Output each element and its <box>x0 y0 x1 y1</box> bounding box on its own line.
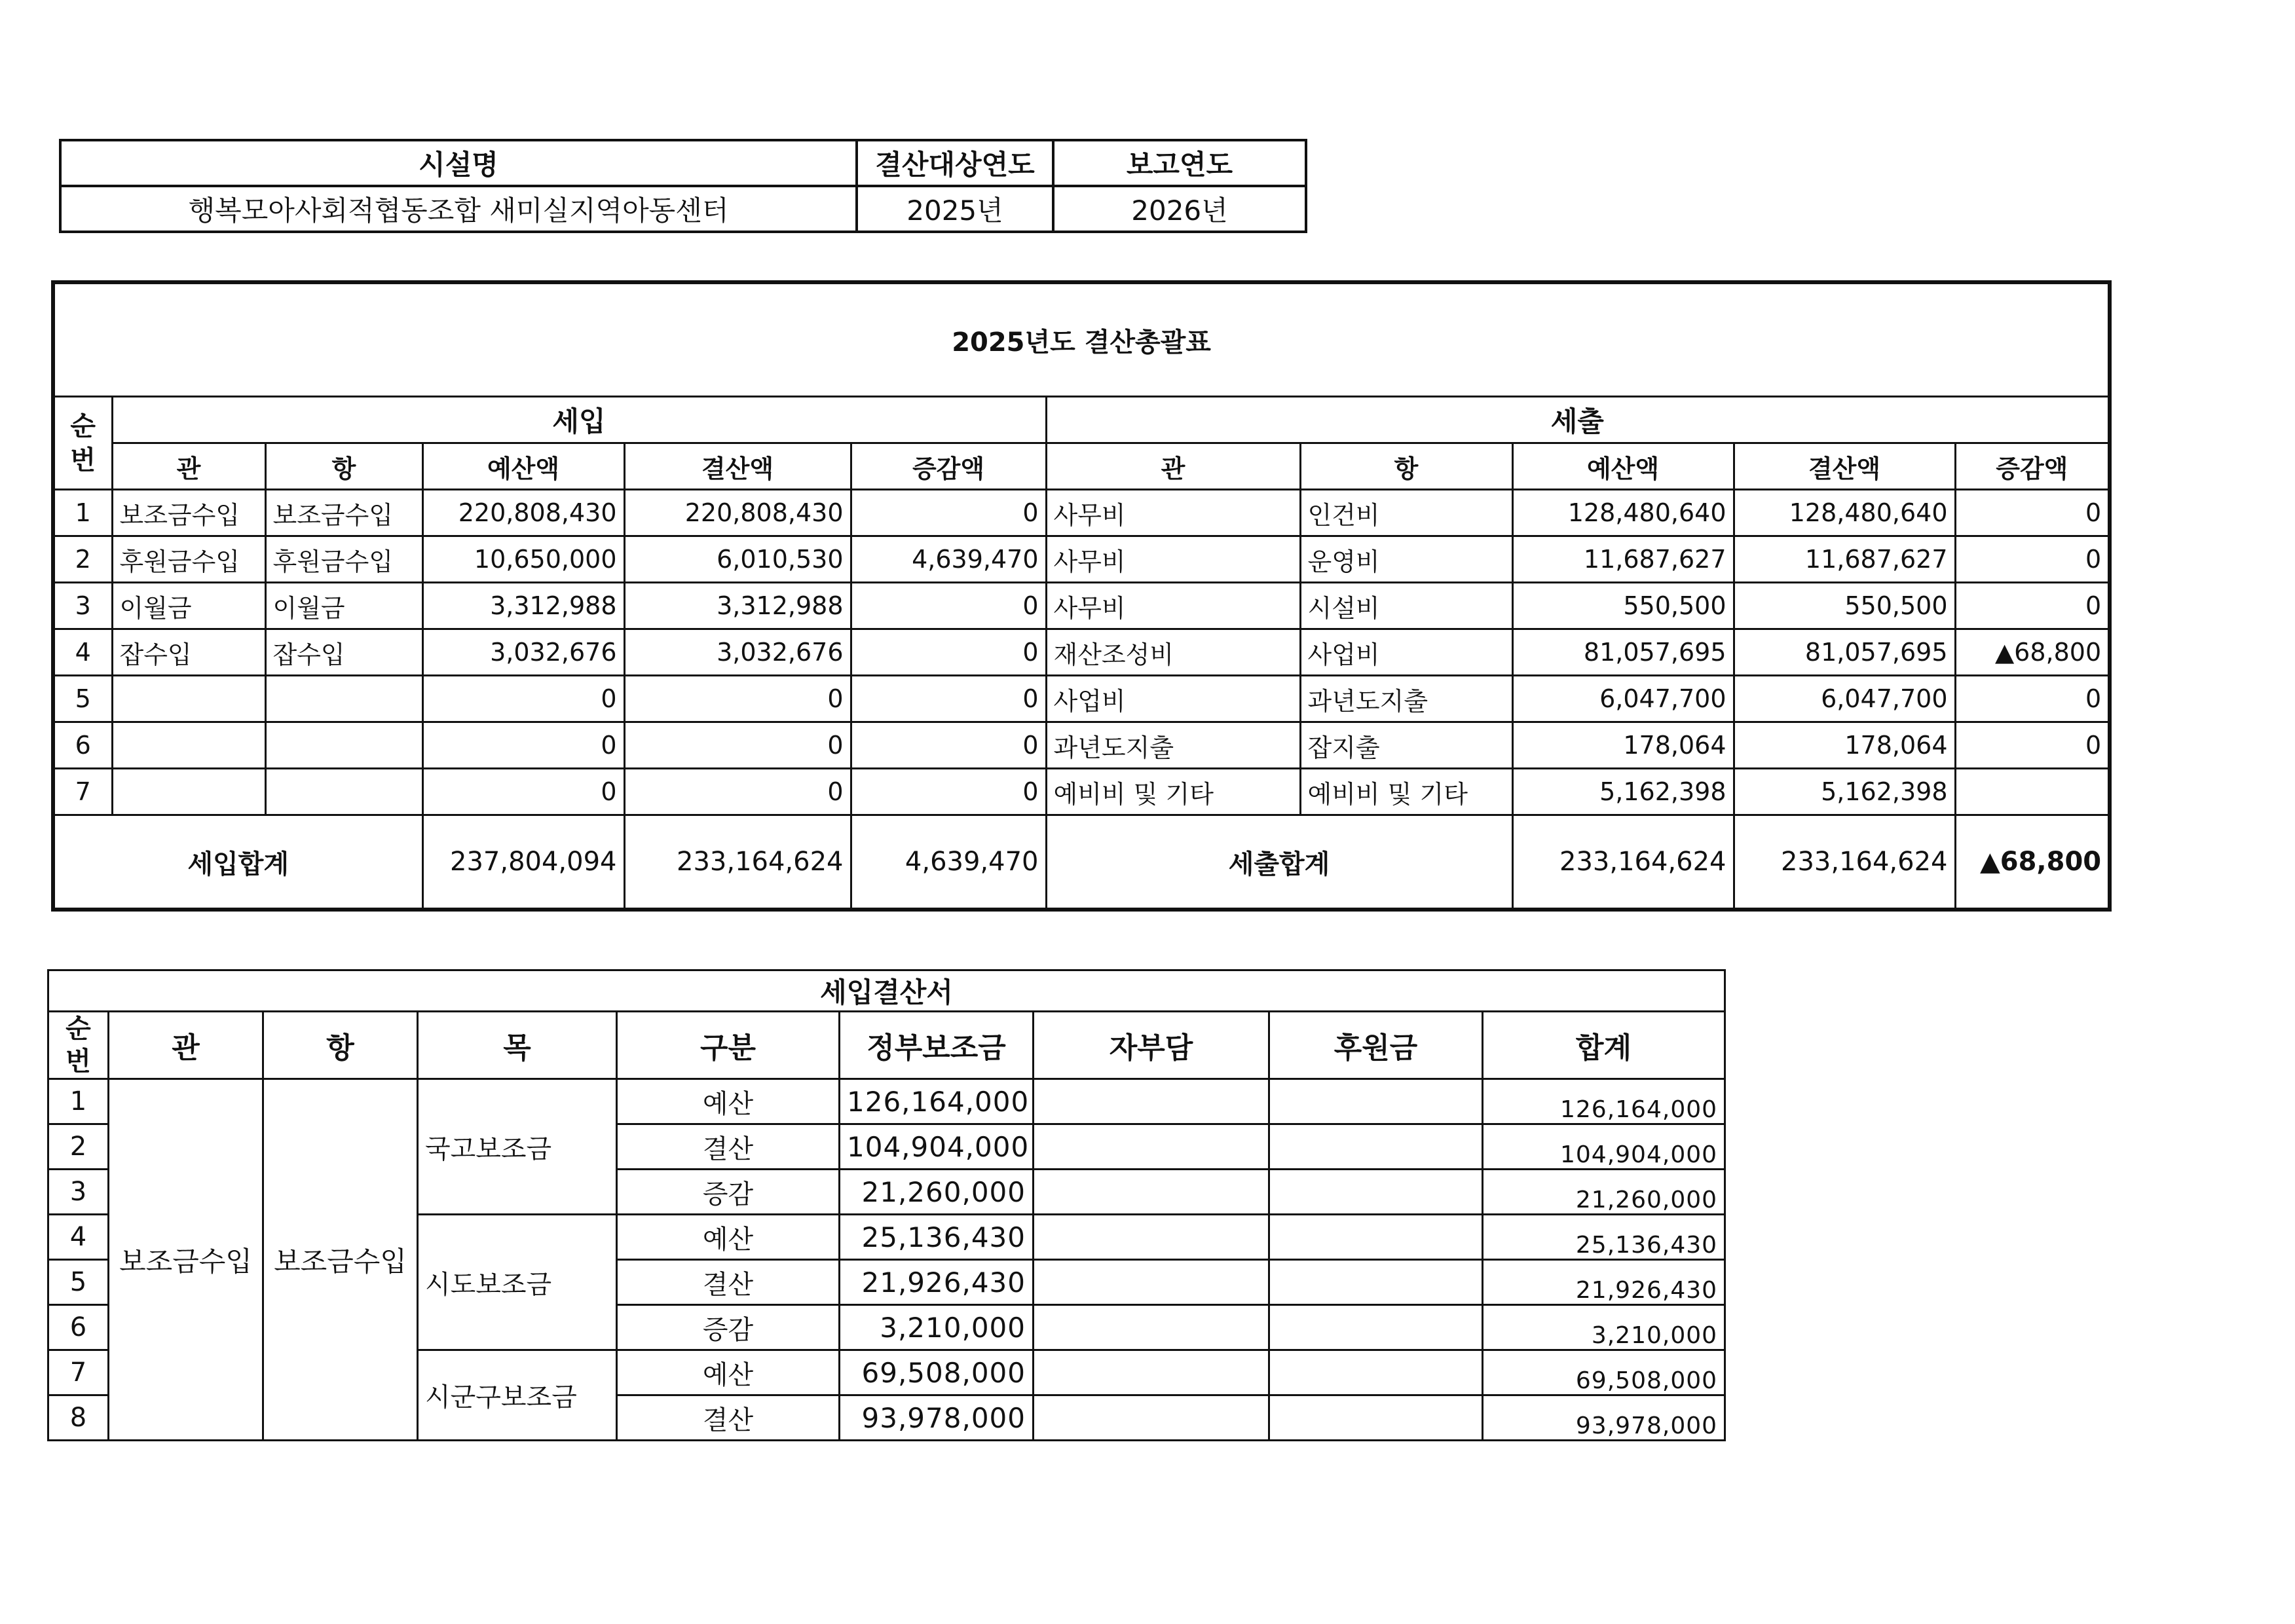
exp-gwan: 사무비 <box>1046 536 1300 583</box>
gubun: 증감 <box>617 1170 840 1215</box>
summary-row <box>53 490 2110 536</box>
gov-subsidy: 93,978,000 <box>840 1395 1034 1441</box>
row-no: 3 <box>48 1170 109 1215</box>
rev-col-budget: 예산액 <box>422 443 624 490</box>
rev-settlement: 0 <box>624 676 851 722</box>
self-burden <box>1034 1215 1269 1260</box>
rev-settlement: 3,312,988 <box>624 583 851 629</box>
gubun: 결산 <box>617 1124 840 1170</box>
donation <box>1269 1305 1483 1350</box>
exp-budget: 128,480,640 <box>1512 490 1734 536</box>
exp-settlement: 550,500 <box>1734 583 1955 629</box>
detail-gwan: 보조금수입 <box>109 1079 263 1441</box>
exp-budget: 178,064 <box>1512 722 1734 769</box>
row-total: 93,978,000 <box>1483 1395 1725 1441</box>
row-total: 3,210,000 <box>1483 1305 1725 1350</box>
exp-budget: 6,047,700 <box>1512 676 1734 722</box>
summary-row <box>53 629 2110 676</box>
rev-gwan: 보조금수입 <box>112 490 265 536</box>
rev-hang: 보조금수입 <box>265 490 422 536</box>
rev-change: 0 <box>851 769 1046 815</box>
donation <box>1269 1350 1483 1395</box>
self-burden <box>1034 1170 1269 1215</box>
exp-change <box>1955 769 2110 815</box>
exp-change: 0 <box>1955 536 2110 583</box>
detail-hang: 보조금수입 <box>263 1079 418 1441</box>
row-total: 21,260,000 <box>1483 1170 1725 1215</box>
rev-gwan: 잡수입 <box>112 629 265 676</box>
rev-gwan: 후원금수입 <box>112 536 265 583</box>
exp-gwan: 예비비 및 기타 <box>1046 769 1300 815</box>
rev-settlement: 3,032,676 <box>624 629 851 676</box>
row-no: 5 <box>53 676 112 722</box>
gubun: 결산 <box>617 1260 840 1305</box>
rev-col-gwan: 관 <box>112 443 265 490</box>
row-no: 7 <box>53 769 112 815</box>
row-no: 6 <box>48 1305 109 1350</box>
rev-settlement: 0 <box>624 769 851 815</box>
rev-col-settlement: 결산액 <box>624 443 851 490</box>
rev-budget: 0 <box>422 676 624 722</box>
revenue-total-budget: 237,804,094 <box>422 815 624 910</box>
rev-change: 0 <box>851 629 1046 676</box>
rev-change: 4,639,470 <box>851 536 1046 583</box>
row-no: 7 <box>48 1350 109 1395</box>
row-total: 25,136,430 <box>1483 1215 1725 1260</box>
col-gov-subsidy-header: 정부보조금 <box>840 1012 1034 1079</box>
expense-total-change: ▲68,800 <box>1955 815 2110 910</box>
exp-gwan: 사업비 <box>1046 676 1300 722</box>
rev-settlement: 6,010,530 <box>624 536 851 583</box>
rev-budget: 3,032,676 <box>422 629 624 676</box>
rev-settlement: 0 <box>624 722 851 769</box>
exp-change: 0 <box>1955 490 2110 536</box>
row-no: 4 <box>48 1215 109 1260</box>
rev-settlement: 220,808,430 <box>624 490 851 536</box>
self-burden <box>1034 1260 1269 1305</box>
row-no: 8 <box>48 1395 109 1441</box>
donation <box>1269 1170 1483 1215</box>
detail-row <box>48 1079 1725 1124</box>
gubun: 예산 <box>617 1350 840 1395</box>
rev-gwan: 이월금 <box>112 583 265 629</box>
self-burden <box>1034 1079 1269 1124</box>
rev-hang <box>265 676 422 722</box>
rev-budget: 10,650,000 <box>422 536 624 583</box>
summary-row <box>53 676 2110 722</box>
exp-change: 0 <box>1955 722 2110 769</box>
rev-hang: 이월금 <box>265 583 422 629</box>
rev-budget: 3,312,988 <box>422 583 624 629</box>
exp-budget: 5,162,398 <box>1512 769 1734 815</box>
rev-hang: 잡수입 <box>265 629 422 676</box>
exp-settlement: 5,162,398 <box>1734 769 1955 815</box>
rev-change: 0 <box>851 490 1046 536</box>
settlement-year: 2025년 <box>857 186 1053 232</box>
donation <box>1269 1079 1483 1124</box>
exp-settlement: 178,064 <box>1734 722 1955 769</box>
row-no: 6 <box>53 722 112 769</box>
self-burden <box>1034 1305 1269 1350</box>
rev-hang <box>265 769 422 815</box>
exp-change: ▲68,800 <box>1955 629 2110 676</box>
gov-subsidy: 3,210,000 <box>840 1305 1034 1350</box>
report-year: 2026년 <box>1053 186 1306 232</box>
self-burden <box>1034 1350 1269 1395</box>
row-total: 69,508,000 <box>1483 1350 1725 1395</box>
row-total: 21,926,430 <box>1483 1260 1725 1305</box>
revenue-total-label: 세입합계 <box>53 815 422 910</box>
header-report-year: 보고연도 <box>1053 140 1306 186</box>
exp-budget: 550,500 <box>1512 583 1734 629</box>
settlement-summary-table <box>51 280 2112 912</box>
summary-row <box>53 769 2110 815</box>
facility-name: 행복모아사회적협동조합 새미실지역아동센터 <box>60 186 857 232</box>
donation <box>1269 1215 1483 1260</box>
mok-municipal-subsidy: 시군구보조금 <box>418 1350 617 1441</box>
expense-group-header: 세출 <box>1046 397 2110 443</box>
facility-info-table <box>59 139 1307 233</box>
exp-gwan: 사무비 <box>1046 583 1300 629</box>
exp-col-hang: 항 <box>1300 443 1512 490</box>
row-no: 1 <box>48 1079 109 1124</box>
exp-hang: 운영비 <box>1300 536 1512 583</box>
summary-total-row <box>53 815 2110 910</box>
row-no: 3 <box>53 583 112 629</box>
exp-settlement: 128,480,640 <box>1734 490 1955 536</box>
rev-budget: 0 <box>422 769 624 815</box>
summary-row <box>53 722 2110 769</box>
rev-hang <box>265 722 422 769</box>
rev-hang: 후원금수입 <box>265 536 422 583</box>
summary-row <box>53 583 2110 629</box>
row-no: 1 <box>53 490 112 536</box>
exp-budget: 11,687,627 <box>1512 536 1734 583</box>
exp-gwan: 사무비 <box>1046 490 1300 536</box>
revenue-statement-table <box>47 969 1726 1441</box>
exp-settlement: 11,687,627 <box>1734 536 1955 583</box>
mok-provincial-subsidy: 시도보조금 <box>418 1215 617 1350</box>
exp-change: 0 <box>1955 676 2110 722</box>
exp-hang: 예비비 및 기타 <box>1300 769 1512 815</box>
exp-hang: 사업비 <box>1300 629 1512 676</box>
rev-change: 0 <box>851 583 1046 629</box>
expense-total-budget: 233,164,624 <box>1512 815 1734 910</box>
rev-budget: 220,808,430 <box>422 490 624 536</box>
gov-subsidy: 69,508,000 <box>840 1350 1034 1395</box>
header-facility-name: 시설명 <box>60 140 857 186</box>
row-no: 2 <box>53 536 112 583</box>
donation <box>1269 1395 1483 1441</box>
gov-subsidy: 21,926,430 <box>840 1260 1034 1305</box>
gubun: 예산 <box>617 1215 840 1260</box>
summary-row <box>53 536 2110 583</box>
exp-settlement: 6,047,700 <box>1734 676 1955 722</box>
col-no-header: 순 번 <box>53 397 112 490</box>
col-self-header: 자부담 <box>1034 1012 1269 1079</box>
mok-national-subsidy: 국고보조금 <box>418 1079 617 1215</box>
exp-hang: 인건비 <box>1300 490 1512 536</box>
row-no: 4 <box>53 629 112 676</box>
rev-col-change: 증감액 <box>851 443 1046 490</box>
col-gwan-header: 관 <box>109 1012 263 1079</box>
revenue-total-change: 4,639,470 <box>851 815 1046 910</box>
col-hang-header: 항 <box>263 1012 418 1079</box>
exp-col-settlement: 결산액 <box>1734 443 1955 490</box>
rev-change: 0 <box>851 676 1046 722</box>
header-settlement-year: 결산대상연도 <box>857 140 1053 186</box>
rev-change: 0 <box>851 722 1046 769</box>
rev-col-hang: 항 <box>265 443 422 490</box>
rev-gwan <box>112 769 265 815</box>
gubun: 결산 <box>617 1395 840 1441</box>
exp-hang: 과년도지출 <box>1300 676 1512 722</box>
row-total: 104,904,000 <box>1483 1124 1725 1170</box>
gov-subsidy: 25,136,430 <box>840 1215 1034 1260</box>
revenue-statement-title: 세입결산서 <box>48 970 1725 1012</box>
gov-subsidy: 126,164,000 <box>840 1079 1034 1124</box>
rev-gwan <box>112 676 265 722</box>
donation <box>1269 1124 1483 1170</box>
row-no: 5 <box>48 1260 109 1305</box>
col-gubun-header: 구분 <box>617 1012 840 1079</box>
summary-title: 2025년도 결산총괄표 <box>53 282 2110 397</box>
revenue-group-header: 세입 <box>112 397 1046 443</box>
row-total: 126,164,000 <box>1483 1079 1725 1124</box>
expense-total-label: 세출합계 <box>1046 815 1512 910</box>
donation <box>1269 1260 1483 1305</box>
rev-gwan <box>112 722 265 769</box>
gov-subsidy: 21,260,000 <box>840 1170 1034 1215</box>
col-mok-header: 목 <box>418 1012 617 1079</box>
expense-total-settlement: 233,164,624 <box>1734 815 1955 910</box>
exp-col-budget: 예산액 <box>1512 443 1734 490</box>
gov-subsidy: 104,904,000 <box>840 1124 1034 1170</box>
revenue-total-settlement: 233,164,624 <box>624 815 851 910</box>
gubun: 예산 <box>617 1079 840 1124</box>
exp-col-gwan: 관 <box>1046 443 1300 490</box>
exp-hang: 시설비 <box>1300 583 1512 629</box>
gubun: 증감 <box>617 1305 840 1350</box>
exp-gwan: 과년도지출 <box>1046 722 1300 769</box>
exp-hang: 잡지출 <box>1300 722 1512 769</box>
col-donation-header: 후원금 <box>1269 1012 1483 1079</box>
exp-col-change: 증감액 <box>1955 443 2110 490</box>
self-burden <box>1034 1124 1269 1170</box>
exp-gwan: 재산조성비 <box>1046 629 1300 676</box>
exp-change: 0 <box>1955 583 2110 629</box>
self-burden <box>1034 1395 1269 1441</box>
rev-budget: 0 <box>422 722 624 769</box>
exp-budget: 81,057,695 <box>1512 629 1734 676</box>
exp-settlement: 81,057,695 <box>1734 629 1955 676</box>
col-total-header: 합계 <box>1483 1012 1725 1079</box>
row-no: 2 <box>48 1124 109 1170</box>
col-no-header: 순 번 <box>48 1012 109 1079</box>
